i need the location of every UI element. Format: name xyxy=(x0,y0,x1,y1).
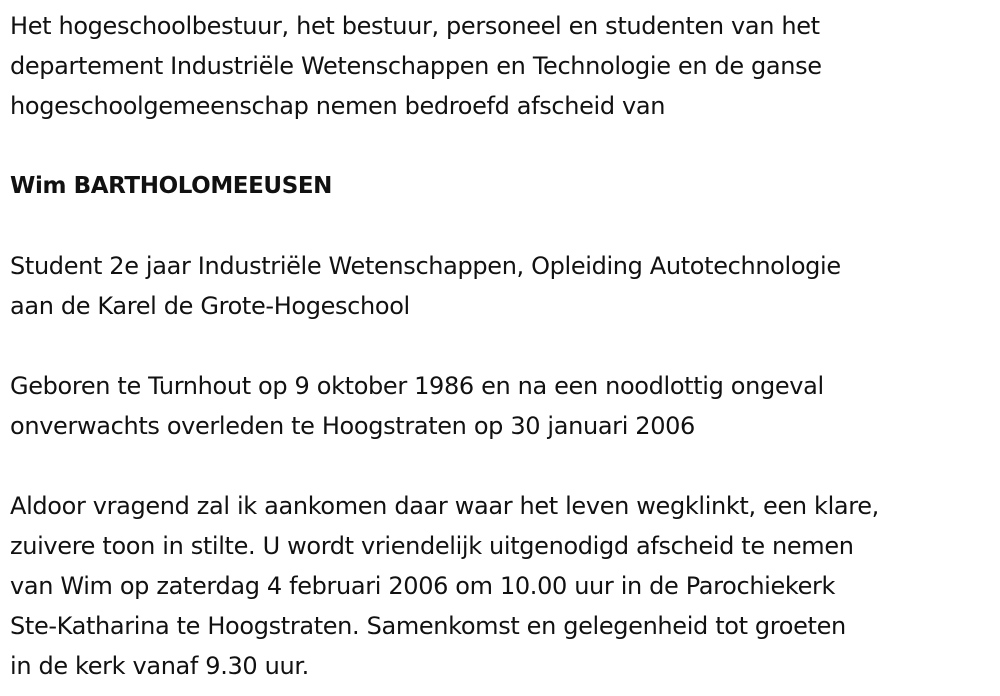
paragraph-spacer xyxy=(10,206,1000,246)
deceased-name: Wim BARTHOLOMEEUSEN xyxy=(10,173,333,199)
service-paragraph xyxy=(10,486,1000,686)
intro-line: hogeschoolgemeenschap nemen bedroefd afscheid van xyxy=(10,92,666,120)
life-line: Geboren te Turnhout op 9 oktober 1986 en na een noodlottig ongeval xyxy=(10,372,824,400)
service-line: Aldoor vragend zal ik aankomen daar waar het leven wegklinkt, een klare, xyxy=(10,492,879,520)
study-paragraph xyxy=(10,246,1000,326)
study-line: aan de Karel de Grote-Hogeschool xyxy=(10,292,410,320)
intro-line: departement Industriële Wetenschappen en Technologie en de ganse xyxy=(10,52,822,80)
life-paragraph xyxy=(10,366,1000,446)
service-line: in de kerk vanaf 9.30 uur. xyxy=(10,652,309,680)
paragraph-spacer xyxy=(10,126,1000,166)
intro-paragraph xyxy=(10,6,1000,126)
service-line: van Wim op zaterdag 4 februari 2006 om 10.00 uur in de Parochiekerk xyxy=(10,572,836,600)
life-line: onverwachts overleden te Hoogstraten op 30 januari 2006 xyxy=(10,412,695,440)
study-line: Student 2e jaar Industriële Wetenschappen, Opleiding Autotechnologie xyxy=(10,252,841,280)
service-line: Ste-Katharina te Hoogstraten. Samenkomst en gelegenheid tot groeten xyxy=(10,612,846,640)
intro-line: Het hogeschoolbestuur, het bestuur, personeel en studenten van het xyxy=(10,12,820,40)
paragraph-spacer xyxy=(10,326,1000,366)
service-line: zuivere toon in stilte. U wordt vriendelijk uitgenodigd afscheid te nemen xyxy=(10,532,854,560)
paragraph-spacer xyxy=(10,446,1000,486)
obituary-notice xyxy=(10,6,1000,686)
